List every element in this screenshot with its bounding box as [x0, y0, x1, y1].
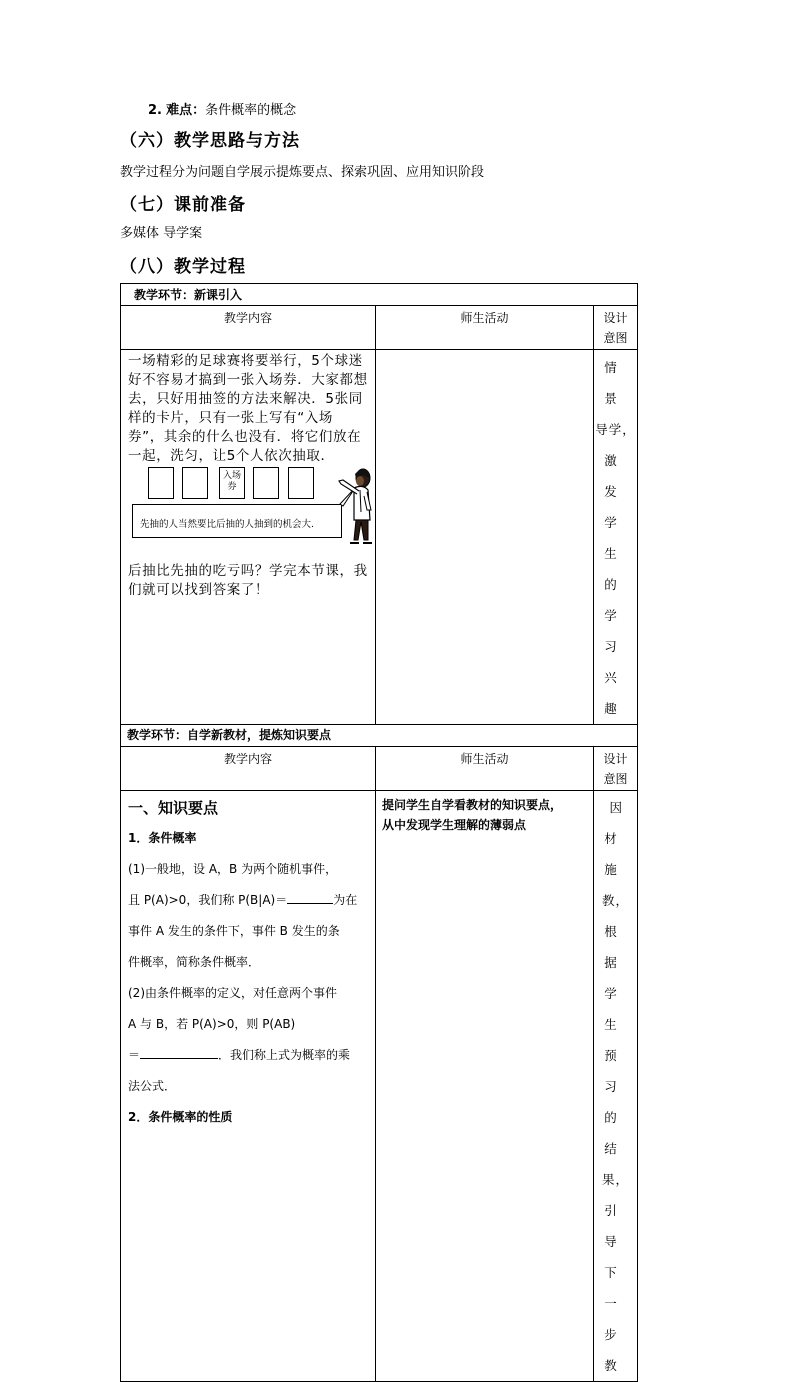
- intent-text-line: 趣: [604, 701, 627, 716]
- knowledge-text-line: 事件 A 发生的条件下，事件 B 发生的条: [128, 924, 340, 938]
- intent-text-line: 果，: [601, 1172, 629, 1187]
- intro-closing: [128, 562, 368, 600]
- intent-text-line: 教，: [601, 893, 629, 908]
- blank-card: [148, 467, 174, 499]
- intent-header-line-2: 意图: [603, 772, 628, 786]
- intent-text-line: 情景: [604, 360, 627, 406]
- intent-text-line: 引导: [604, 1203, 627, 1249]
- column-header-row: [121, 747, 638, 791]
- intent-header-line-1: 设计: [603, 311, 628, 325]
- knowledge-text-line: (1)一般地，设 A，B 为两个随机事件，: [128, 862, 338, 876]
- activity-text-line: 提问学生自学看教材的知识要点，: [382, 798, 563, 812]
- knowledge-text-line: 件概率，简称条件概率．: [128, 955, 261, 969]
- knowledge-activity-cell: [376, 791, 594, 1382]
- difficulty-line: [148, 99, 296, 118]
- section-6-text: 教学过程分为问题自学展示提炼要点、探索巩固、应用知识阶段: [120, 165, 485, 180]
- stage-title-selfstudy: 教学环节：自学新教材，提炼知识要点: [121, 725, 638, 747]
- intro-paragraph-line: 好不容易才搞到一张入场券．大家都想: [128, 372, 368, 388]
- section-6-title: （六）教学思路与方法: [120, 131, 300, 151]
- intro-paragraph-line: 一场精彩的足球赛将要举行，5个球迷: [128, 353, 363, 369]
- intent-text-line: 因: [609, 800, 632, 815]
- fill-blank: [287, 891, 333, 904]
- column-header-activity: 师生活动: [376, 747, 594, 791]
- blank-card: [182, 467, 208, 499]
- column-header-intent: [594, 306, 638, 350]
- intent-text-line: 的结: [604, 1110, 627, 1156]
- stage-title-intro: 教学环节：新课引入: [121, 284, 638, 306]
- ticket-card-label-1: 入场: [222, 471, 241, 481]
- lottery-illustration: [121, 464, 376, 556]
- intro-activity-cell: [376, 350, 594, 725]
- knowledge-text-line: A 与 B，若 P(A)>0，则 P(AB): [128, 1017, 296, 1031]
- stage-row-selfstudy: [121, 725, 638, 747]
- intent-text-line: 激发: [604, 453, 627, 499]
- intent-text-line: 材施: [604, 831, 627, 877]
- ticket-card: [219, 467, 245, 499]
- intent-text-line: 学生: [604, 515, 627, 561]
- intent-text-line: 根据: [604, 924, 627, 970]
- knowledge-text-part: ＝: [128, 1048, 141, 1062]
- intro-paragraph-line: 去，只好用抽签的方法来解决．5张同: [128, 391, 363, 407]
- intent-text-line: 学生: [604, 986, 627, 1032]
- knowledge-text-part: 为在: [333, 893, 358, 907]
- intro-content-row: [121, 350, 638, 725]
- cartoon-man-pointing: [321, 464, 373, 546]
- intent-text-line: 下一: [604, 1265, 627, 1311]
- intent-text-line: 的学: [604, 577, 627, 623]
- intent-text-line: 步教: [604, 1327, 627, 1373]
- knowledge-heading: 一、知识要点: [128, 799, 219, 817]
- column-header-content: 教学内容: [121, 747, 376, 791]
- knowledge-text-line: (2)由条件概率的定义，对任意两个事件: [128, 986, 337, 1000]
- knowledge-text-line: 法公式．: [128, 1079, 177, 1093]
- knowledge-text-line: [128, 885, 375, 916]
- section-7-text: 多媒体 导学案: [120, 226, 203, 241]
- intent-text-line: 预习: [604, 1048, 627, 1094]
- knowledge-points-cell: [121, 791, 376, 1382]
- speech-bubble: [132, 504, 342, 538]
- condition-prob-properties-title: 2．条件概率的性质: [128, 1110, 233, 1124]
- condition-prob-title: 1．条件概率: [128, 831, 197, 845]
- column-header-row: [121, 306, 638, 350]
- stage-row-intro: [121, 284, 638, 306]
- intro-closing-line: 们就可以找到答案了！: [128, 582, 269, 598]
- intro-paragraph-line: 样的卡片，只有一张上写有“入场: [128, 410, 333, 426]
- fill-blank: [140, 1046, 218, 1059]
- ticket-card-label-2: 券: [227, 482, 237, 492]
- lesson-process-table: [120, 283, 638, 1382]
- difficulty-label: 难点：: [166, 103, 206, 118]
- intro-paragraph-line: 券”，其余的什么也没有．将它们放在: [128, 429, 362, 445]
- section-7-title: （七）课前准备: [120, 195, 246, 215]
- intent-header-line-2: 意图: [603, 331, 628, 345]
- intent-text-line: 导学，: [595, 422, 636, 437]
- intro-content-cell: [121, 350, 376, 725]
- difficulty-number: 2.: [148, 103, 162, 118]
- knowledge-text-line: [128, 1040, 375, 1071]
- knowledge-text-part: 且 P(A)>0，我们称 P(B|A)＝: [128, 893, 288, 907]
- section-8-title: （八）教学过程: [120, 257, 246, 277]
- column-header-activity: 师生活动: [376, 306, 594, 350]
- knowledge-intent-cell: [594, 791, 638, 1382]
- difficulty-text: 条件概率的概念: [205, 103, 297, 118]
- blank-card: [253, 467, 279, 499]
- intro-paragraph-line: 一起，洗匀，让5个人依次抽取．: [128, 448, 335, 464]
- intent-text-line: 习兴: [604, 639, 627, 685]
- intent-header-line-1: 设计: [603, 752, 628, 766]
- intro-intent-cell: [594, 350, 638, 725]
- activity-text-line: 从中发现学生理解的薄弱点: [382, 818, 527, 832]
- knowledge-row: [121, 791, 638, 1382]
- column-header-intent: [594, 747, 638, 791]
- speech-bubble-text: 先抽的人当然要比后抽的人抽到的机会大.: [140, 519, 315, 530]
- column-header-content: 教学内容: [121, 306, 376, 350]
- knowledge-text-part: ．我们称上式为概率的乘: [218, 1048, 351, 1062]
- blank-card: [288, 467, 314, 499]
- intro-closing-line: 后抽比先抽的吃亏吗？学完本节课，我: [128, 563, 368, 579]
